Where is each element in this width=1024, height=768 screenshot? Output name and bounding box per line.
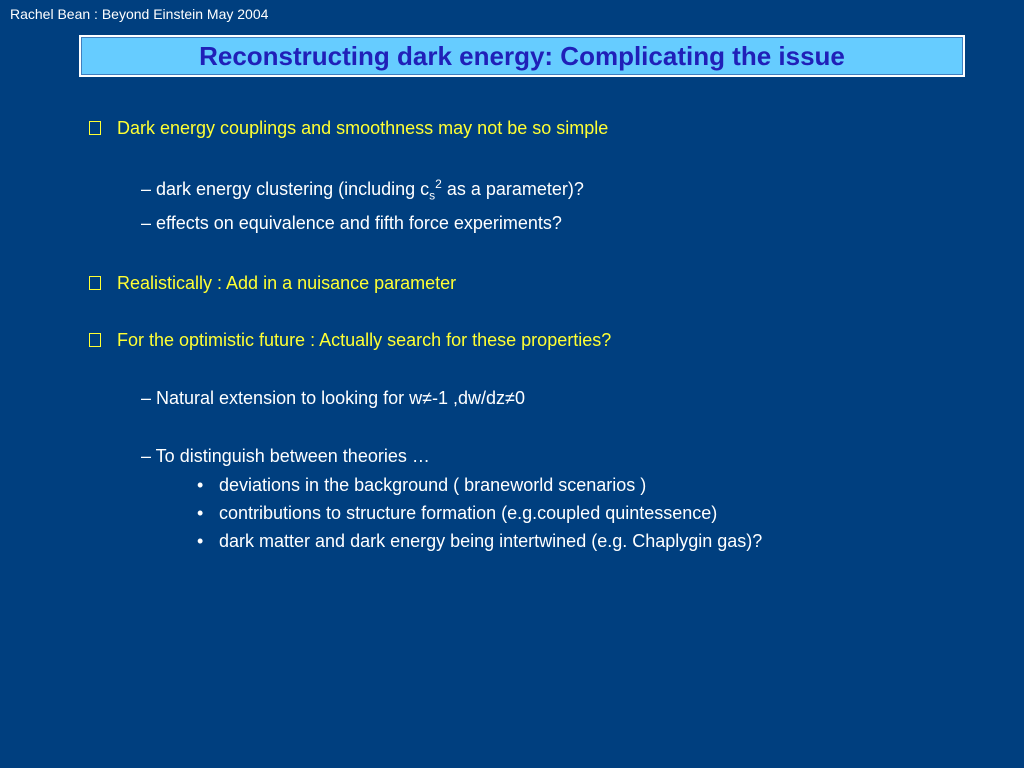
sub-natural-extension: – Natural extension to looking for w≠-1 ,dw/dz≠0 — [141, 388, 525, 408]
bullet-couplings-text: Dark energy couplings and smoothness may not be so simple — [117, 118, 609, 138]
bullet-dot-icon: • — [197, 475, 204, 495]
bullet-nuisance — [89, 273, 456, 294]
sub-clustering-text-post: as a parameter)? — [441, 179, 584, 199]
page-title: Reconstructing dark energy: Complicating the issue — [199, 40, 845, 71]
bullet-box-icon — [89, 333, 101, 347]
bullet-optimistic — [89, 330, 611, 351]
bullet-nuisance-text: Realistically : Add in a nuisance parameter — [117, 273, 457, 293]
sound-speed-subscript: s — [429, 188, 436, 203]
bullet-dot-icon: • — [197, 531, 204, 551]
list-item-background — [197, 475, 646, 496]
list-item-dark-matter — [197, 531, 762, 552]
list-item-dark-matter-text: dark matter and dark energy being intertwined (e.g. Chaplygin gas)? — [219, 531, 763, 551]
sub-distinguish: – To distinguish between theories … — [141, 446, 430, 466]
bullet-optimistic-text: For the optimistic future : Actually search for these properties? — [117, 330, 612, 350]
list-item-structure-text: contributions to structure formation (e.g.coupled quintessence) — [219, 503, 718, 523]
slide-header: Rachel Bean : Beyond Einstein May 2004 — [10, 6, 269, 22]
sub-clustering-text-pre: – dark energy clustering (including c — [141, 179, 430, 199]
list-item-structure — [197, 503, 717, 524]
sub-equivalence: – effects on equivalence and fifth force experiments? — [141, 213, 562, 233]
bullet-box-icon — [89, 121, 101, 135]
list-item-background-text: deviations in the background ( braneworld scenarios ) — [219, 475, 647, 495]
bullet-box-icon — [89, 276, 101, 290]
sound-speed-superscript: 2 — [435, 177, 442, 191]
bullet-dot-icon: • — [197, 503, 204, 523]
sub-clustering — [141, 177, 584, 203]
bullet-couplings — [89, 118, 608, 139]
title-box — [79, 35, 965, 77]
